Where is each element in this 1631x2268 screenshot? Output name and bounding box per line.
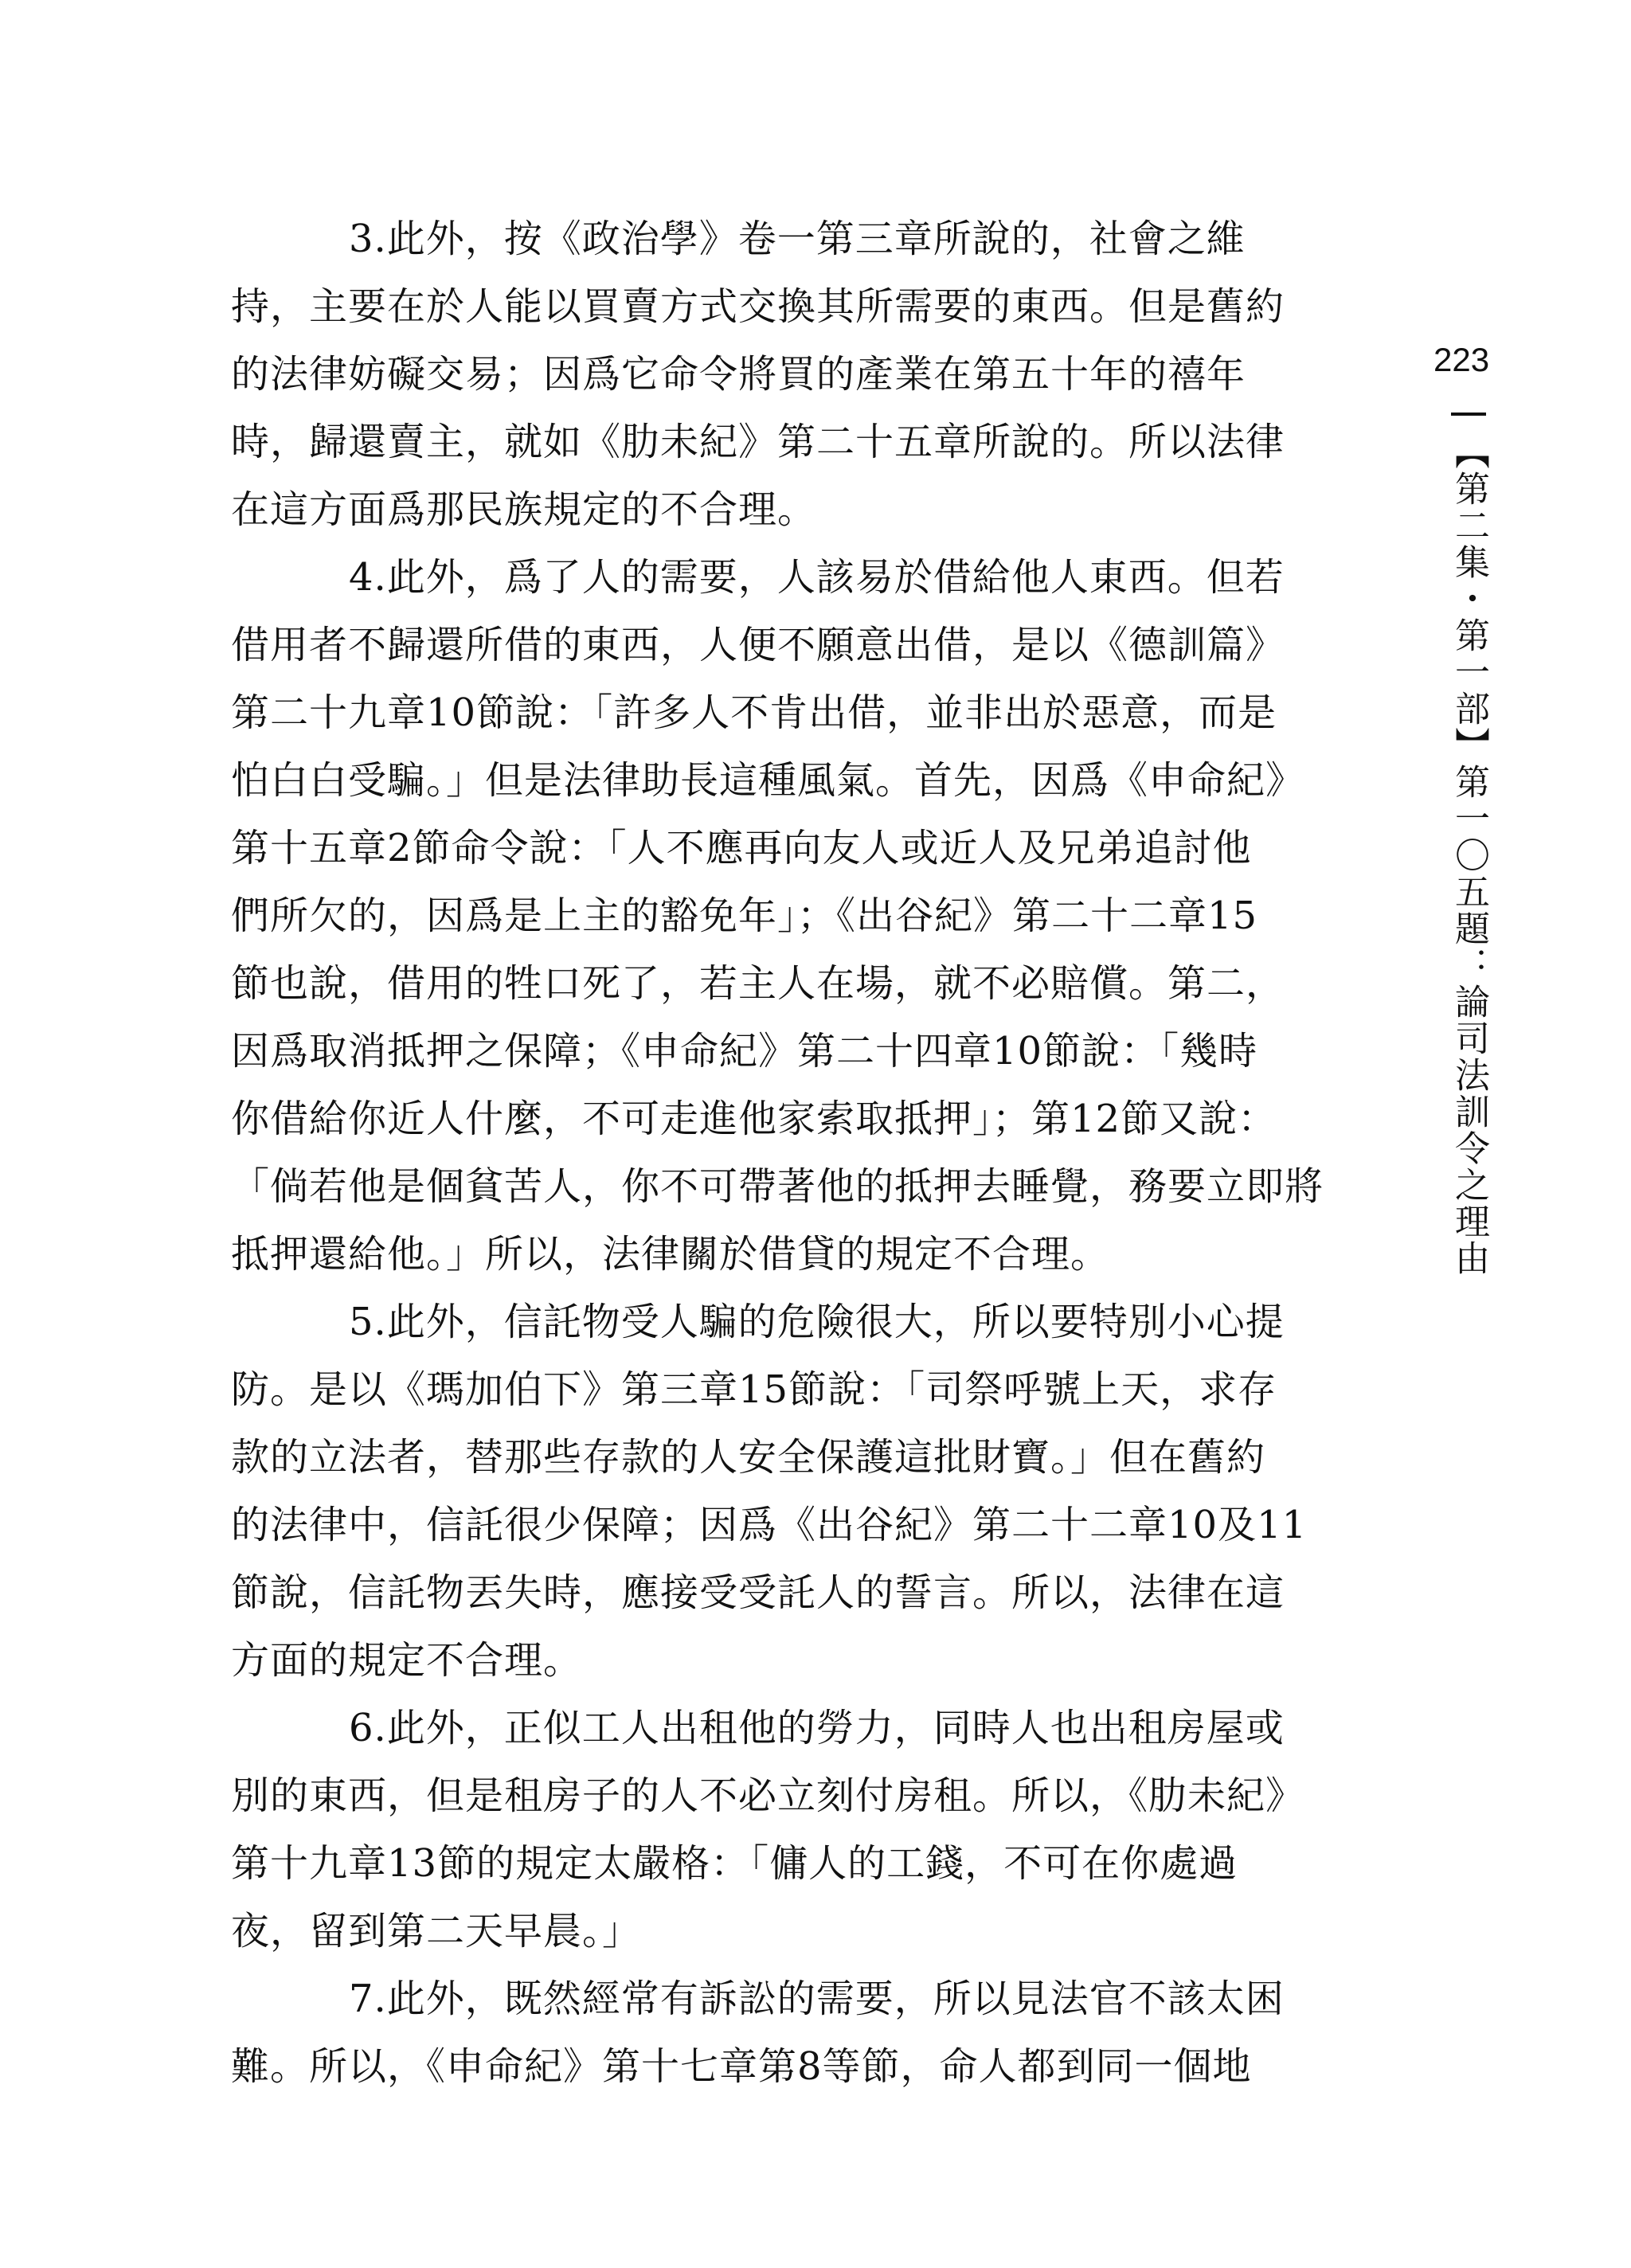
paragraph-7 [231, 1965, 1378, 2101]
paragraph-4 [231, 544, 1378, 1288]
text-line: 6.此外，正似工人出租他的勞力，同時人也出租房屋或 [349, 1706, 1285, 1750]
paragraph-6 [231, 1695, 1378, 1965]
text-line: 第二十九章10節說：「許多人不肯出借，並非出於惡意，而是 [231, 690, 1277, 735]
text-line: 5.此外，信託物受人騙的危險很大，所以要特別小心提 [349, 1300, 1285, 1344]
text-line: 夜，留到第二天早晨。」 [231, 1909, 642, 1953]
text-line: 抵押還給他。」所以，法律關於借貸的規定不合理。 [231, 1232, 1110, 1277]
paragraph-3 [231, 205, 1378, 544]
text-line: 時，歸還賣主，就如《肋未紀》第二十五章所說的。所以法律 [231, 420, 1285, 464]
text-line: 難。所以，《申命紀》第十七章第8等節，命人都到同一個地 [231, 2044, 1252, 2089]
text-line: 3.此外，按《政治學》卷一第三章所說的，社會之維 [349, 217, 1246, 261]
text-line: 別的東西，但是租房子的人不必立刻付房租。所以，《肋未紀》 [231, 1773, 1305, 1818]
text-line: 因爲取消抵押之保障；《申命紀》第二十四章10節說：「幾時 [231, 1029, 1258, 1073]
text-line: 款的立法者，替那些存款的人安全保護這批財寶。」但在舊約 [231, 1435, 1266, 1480]
text-line: 持，主要在於人能以買賣方式交換其所需要的東西。但是舊約 [231, 284, 1285, 329]
paragraph-5 [231, 1288, 1378, 1695]
text-line: 你借給你近人什麼，不可走進他家索取抵押」；第12節又說： [231, 1097, 1277, 1141]
page-number: 223 [1433, 341, 1490, 378]
text-line: 「倘若他是個貧苦人，你不可帶著他的抵押去睡覺，務要立即將 [231, 1164, 1324, 1209]
text-line: 防。是以《瑪加伯下》第三章15節說：「司祭呼號上天，求存 [231, 1367, 1277, 1412]
text-line: 怕白白受騙。」但是法律助長這種風氣。首先，因爲《申命紀》 [231, 758, 1305, 803]
text-line: 借用者不歸還所借的東西，人便不願意出借，是以《德訓篇》 [231, 623, 1285, 667]
page-body [231, 205, 1378, 2101]
text-line: 的法律妨礙交易；因爲它命令將買的產業在第五十年的禧年 [231, 352, 1246, 397]
text-line: 的法律中，信託很少保障；因爲《出谷紀》第二十二章10及11 [231, 1503, 1308, 1547]
text-line: 7.此外，既然經常有訴訟的需要，所以見法官不該太困 [349, 1977, 1285, 2021]
text-line: 節也說，借用的牲口死了，若主人在場，就不必賠償。第二， [231, 961, 1285, 1006]
text-line: 方面的規定不合理。 [231, 1638, 583, 1683]
page-number-rule [1451, 413, 1486, 416]
text-line: 第十九章13節的規定太嚴格：「傭人的工錢，不可在你處過 [231, 1841, 1238, 1886]
text-line: 4.此外，爲了人的需要，人該易於借給他人東西。但若 [349, 555, 1285, 600]
text-line: 節說，信託物丟失時，應接受受託人的誓言。所以，法律在這 [231, 1570, 1285, 1615]
running-head: 【第二集・第一部】第一〇五題：論司法訓令之理由 [1449, 434, 1489, 1277]
text-line: 在這方面爲那民族規定的不合理。 [231, 487, 817, 532]
text-line: 第十五章2節命令說：「人不應再向友人或近人及兄弟追討他 [231, 826, 1252, 870]
text-line: 們所欠的，因爲是上主的豁免年」；《出谷紀》第二十二章15 [231, 894, 1258, 938]
